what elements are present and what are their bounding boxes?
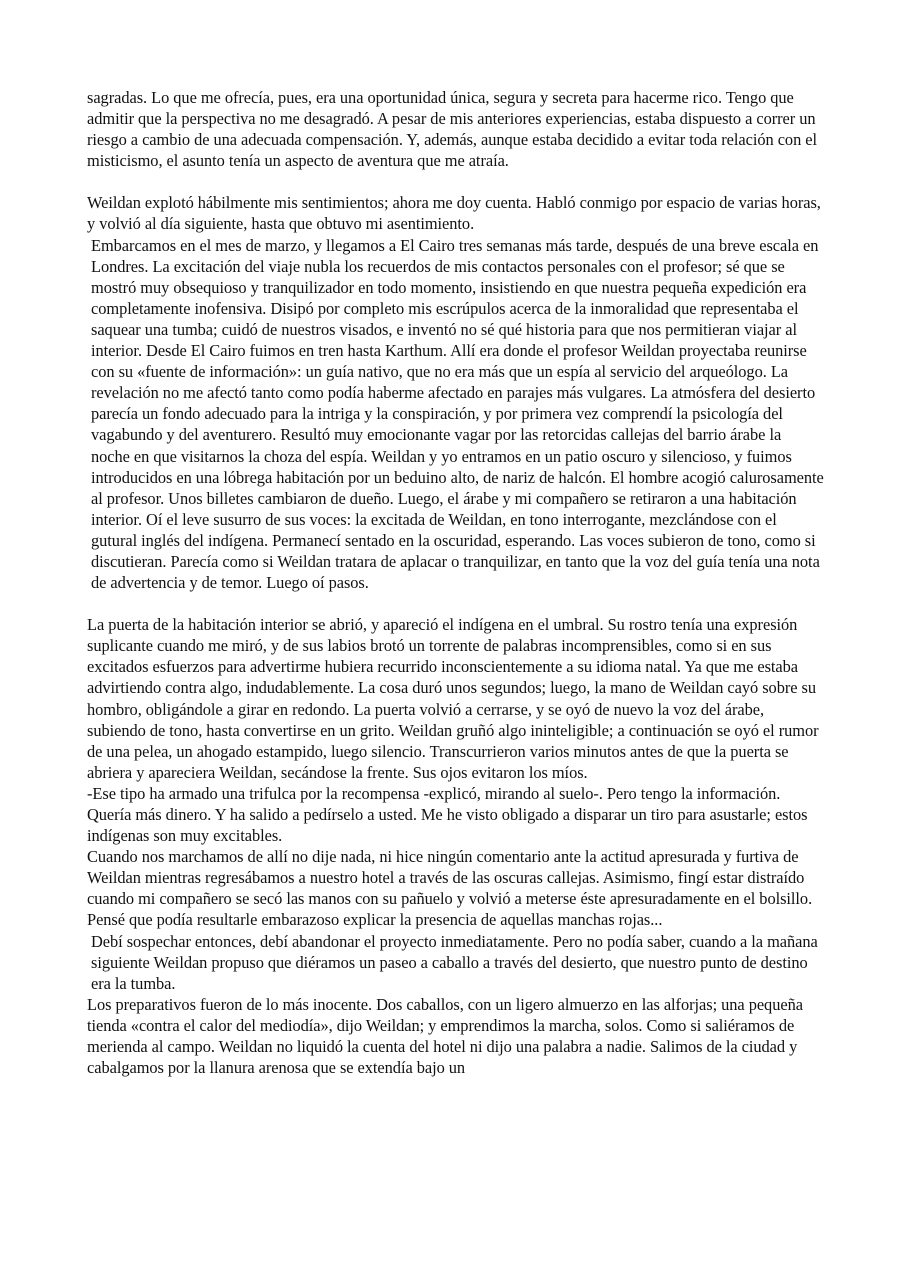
paragraph-9: Los preparativos fueron de lo más inocente. Dos caballos, con un ligero almuerzo en las alforjas; una pequeña tienda «contra el calor del mediodía», dijo Weildan; y emprendimos la marcha, solos. Como si saliéramos de merienda al campo. Weildan no liquidó la cuenta del hotel ni dijo una palabra a nadie. Salimos de la ciudad y cabalgamos por la llanura arenosa que se extendía bajo un xyxy=(87,994,803,1078)
paragraph-1: sagradas. Lo que me ofrecía, pues, era una oportunidad única, segura y secreta para hacerme rico. Tengo que admitir que la perspectiva no me desagradó. A pesar de mis anteriores experiencias, estaba dispuesto a correr un riesgo a cambio de una adecuada compensación. Y, además, aunque estaba decidido a evitar toda relación con el misticismo, el asunto tenía un aspecto de aventura que me atraía. xyxy=(87,88,817,171)
paragraph-4: La puerta de la habitación interior se abrió, y apareció el indígena en el umbral. Su rostro tenía una expresión suplicante cuando me miró, y de sus labios brotó un torrente de palabras incomprensibles, como si en sus excitados esfuerzos para advertirme hubiera recurrido inconscientemente a su idioma natal. Ya que me estaba advirtiendo contra algo, indudablemente. La cosa duró unos segundos; luego, la mano de Weildan cayó sobre su hombro, obligándole a girar en redondo. La puerta volvió a cerrarse, y se oyó de nuevo la voz del árabe, subiendo de tono, hasta convertirse en un grito. Weildan gruñó algo ininteligible; a continuación se oyó el rumor de una pelea, un ahogado estampido, luego silencio. Transcurrieron varios minutos antes de que la puerta se abriera y apareciera Weildan, secándose la frente. Sus ojos evitaron los míos. xyxy=(87,615,819,782)
paragraph-gap xyxy=(87,593,824,614)
paragraph-2: Weildan explotó hábilmente mis sentimientos; ahora me doy cuenta. Habló conmigo por espacio de varias horas, y volvió al día siguiente, hasta que obtuvo mi asentimiento. xyxy=(87,193,821,234)
paragraph-3: Embarcamos en el mes de marzo, y llegamos a El Cairo tres semanas más tarde, después de una breve escala en Londres. La excitación del viaje nubla los recuerdos de mis contactos personales con el profesor; sé que se mostró muy obsequioso y tranquilizador en todo momento, insistiendo en que nuestra pequeña expedición era completamente inofensiva. Disipó por completo mis escrúpulos acerca de la inmoralidad que representaba el saquear una tumba; cuidó de nuestros visados, e inventó no sé qué historia para que nos permitieran viajar al interior. Desde El Cairo fuimos en tren hasta Karthum. Allí era donde el profesor Weildan proyectaba reunirse con su «fuente de información»: un guía nativo, que no era más que un espía al servicio del arqueólogo. La revelación no me afectó tanto como podía haberme afectado en parajes más vulgares. La atmósfera del desierto parecía un fondo adecuado para la intriga y la conspiración, y por primera vez comprendí la psicología del vagabundo y del aventurero. Resultó muy emocionante vagar por las retorcidas callejas del barrio árabe la noche en que visitarnos la choza del espía. Weildan y yo entramos en un patio oscuro y silencioso, y fuimos introducidos en una lóbrega habitación por un beduino alto, de nariz de halcón. El hombre acogió calurosamente al profesor. Unos billetes cambiaron de dueño. Luego, el árabe y mi compañero se retiraron a una habitación interior. Oí el leve susurro de sus voces: la excitada de Weildan, en tono interrogante, mezclándose con el gutural inglés del indígena. Permanecí sentado en la oscuridad, esperando. Las voces subieron de tono, como si discutieran. Parecía como si Weildan tratara de aplacar o tranquilizar, en tanto que la voz del guía tenía una nota de advertencia y de temor. Luego oí pasos. xyxy=(91,235,824,593)
paragraph-5: -Ese tipo ha armado una trifulca por la recompensa -explicó, mirando al suelo-. Pero tengo la información. Quería más dinero. Y ha salido a pedírselo a usted. Me he visto obligado a disparar un tiro para asustarle; estos indígenas son muy excitables. xyxy=(87,783,808,846)
document-page xyxy=(87,87,824,1078)
paragraph-gap xyxy=(87,171,824,192)
paragraph-7: Pensé que podía resultarle embarazoso explicar la presencia de aquellas manchas rojas... xyxy=(87,910,663,930)
paragraph-8: Debí sospechar entonces, debí abandonar el proyecto inmediatamente. Pero no podía saber, cuando a la mañana siguiente Weildan propuso que diéramos un paseo a caballo a través del desierto, que nuestro punto de destino era la tumba. xyxy=(91,931,818,993)
paragraph-6: Cuando nos marchamos de allí no dije nada, ni hice ningún comentario ante la actitud apresurada y furtiva de Weildan mientras regresábamos a nuestro hotel a través de las oscuras callejas. Asimismo, fingí estar distraído cuando mi compañero se secó las manos con su pañuelo y volvió a meterse éste apresuradamente en el bolsillo. xyxy=(87,847,813,909)
